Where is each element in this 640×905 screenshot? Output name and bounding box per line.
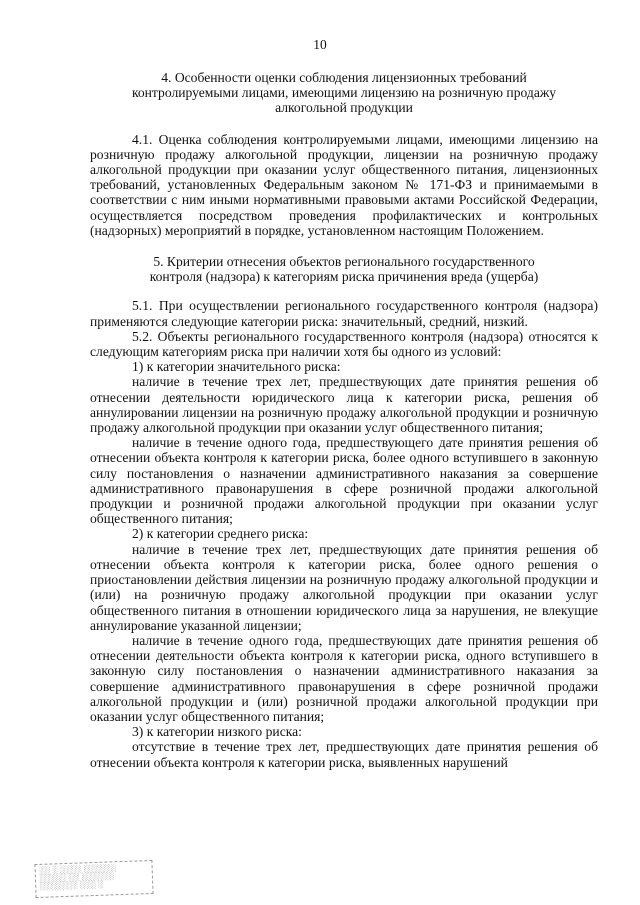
- category-1-title: 1) к категории значительного риска:: [132, 359, 341, 375]
- category-3-condition-a: отсутствие в течение трех лет, предшествующих дате принятия решения об отнесении объекта контроля к категории риска, выявленных нарушений: [90, 739, 598, 770]
- category-3-title: 3) к категории низкого риска:: [132, 724, 302, 740]
- heading-line: 5. Критерии отнесения объектов регионального государственного: [153, 254, 535, 270]
- category-1-condition-b: наличие в течение одного года, предшествующего дате принятия решения об отнесении объекта контроля к категории риска, более одного вступившего в законную силу постановления о назначении административного наказания за совершение административного правонарушения в сфере розничной продажи алкогольной продукции и розничной продажи алкогольной продукции при оказании услуг общественного питания;: [90, 435, 598, 527]
- page-number: 10: [313, 37, 327, 52]
- heading-line: контроля (надзора) к категориям риска причинения вреда (ущерба): [149, 269, 539, 285]
- category-2-condition-b: наличие в течение одного года, предшествующих дате принятия решения об отнесении деятельности объекта контроля к категории риска, одного вступившего в законную силу постановления о назначении административного наказания за совершение административного правонарушения в сфере розничной продажи алкогольной продукции и (или) розничной продажи алкогольной продукции при оказании услуг общественного питания;: [90, 632, 598, 724]
- document-body: [90, 70, 598, 770]
- category-1-condition-a: наличие в течение трех лет, предшествующих дате принятия решения об отнесении деятельности юридического лица к категории риска, решения об аннулировании лицензии на розничную продажу алкогольной продукции и розничную продажу алкогольной продукции при оказании услуг общественного питания;: [90, 374, 598, 436]
- section-5-heading: [90, 254, 598, 284]
- copy-stamp: ░░ ░ ░░░░ ░░░░░░ ░░░░░ ░░ ░░░░░░ ░░░░░░░ ░░░ ░: [34, 860, 153, 898]
- category-2-title: 2) к категории среднего риска:: [132, 526, 309, 542]
- heading-line: 4. Особенности оценки соблюдения лицензионных требований: [161, 70, 527, 85]
- paragraph-5-1: 5.1. При осуществлении регионального государственного контроля (надзора) применяются следующие категории риска: значительный, средний, низкий.: [90, 298, 598, 329]
- paragraph-5-2: 5.2. Объекты регионального государственного контроля (надзора) относятся к следующим категориям риска при наличии хотя бы одного из условий:: [90, 328, 598, 360]
- heading-line: контролируемыми лицами, имеющими лицензию на розничную продажу: [131, 85, 557, 101]
- paragraph-4-1: 4.1. Оценка соблюдения контролируемыми лицами, имеющими лицензию на розничную продажу алкогольной продукции, лицензии на розничную продажу алкогольной продукции при оказании услуг общественного питания, лицензионных требований, установленных Федеральным законом № 171-ФЗ и принимаемыми в соответствии с ним иными нормативными правовыми актами Российской Федерации, осуществляется посредством проведения профилактических и контрольных (надзорных) мероприятий в порядке, установленном настоящим Положением.: [90, 131, 598, 238]
- section-4-heading: [90, 70, 598, 116]
- heading-line: алкогольной продукции: [275, 100, 413, 116]
- category-2-condition-a: наличие в течение трех лет, предшествующих дате принятия решения об отнесении объекта контроля к категории риска, более одного решения о приостановлении действия лицензии на розничную продажу алкогольной продукции и (или) на розничную продажу алкогольной продукции при оказании услуг общественного питания в отношении юридического лица за нарушения, не влекущие аннулирование указанной лицензии;: [90, 541, 598, 633]
